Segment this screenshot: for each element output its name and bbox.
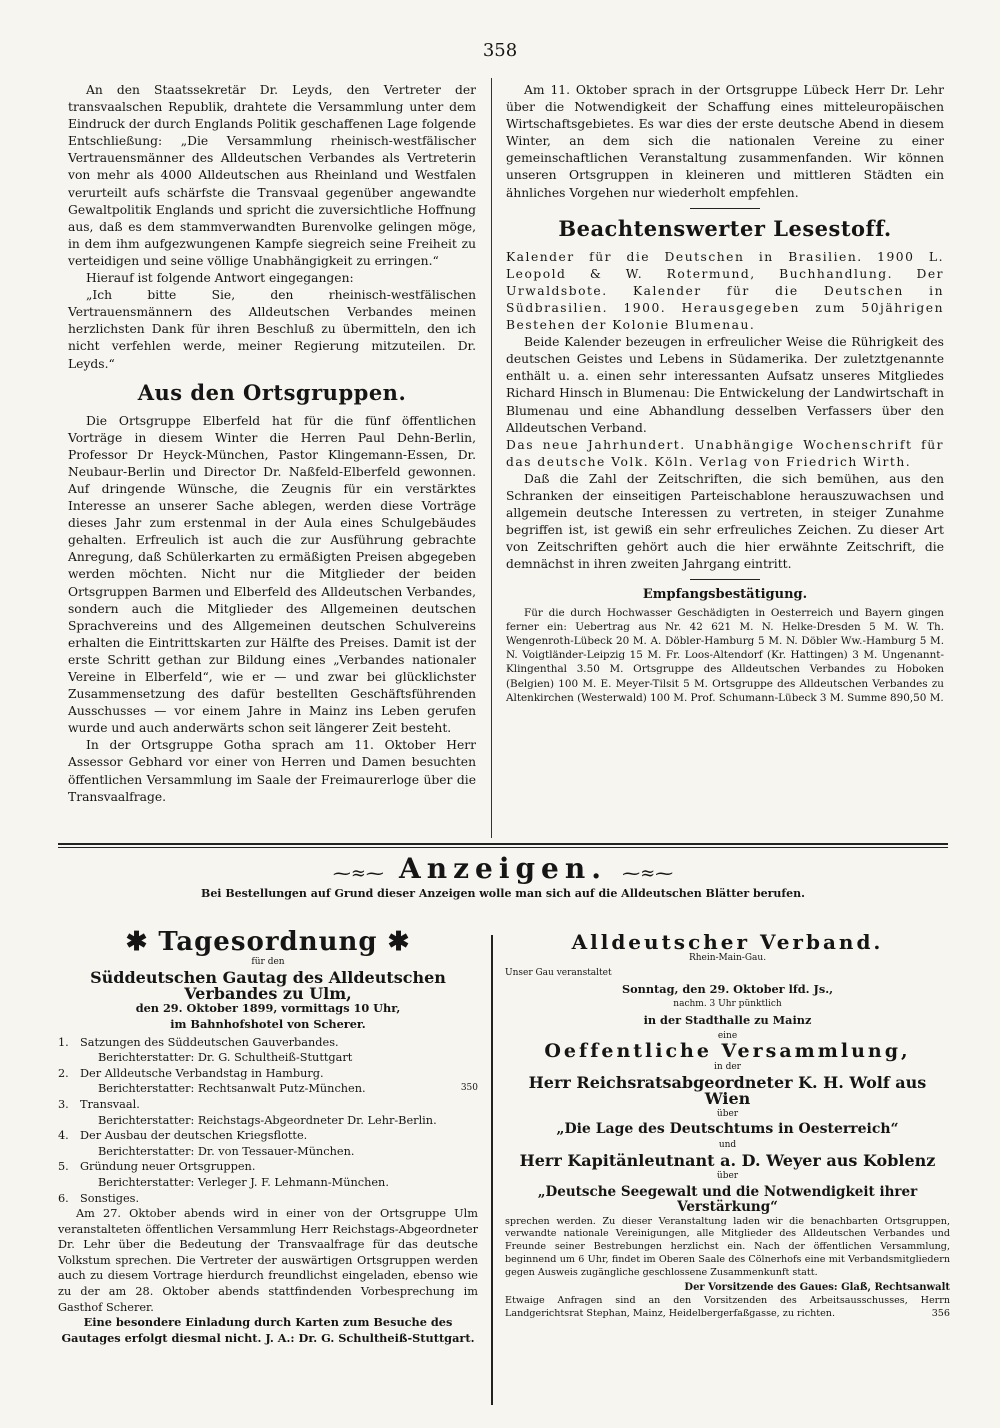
gau-name: Rhein-Main-Gau. <box>688 952 767 963</box>
donation-list: Für die durch Hochwasser Geschädigten in Oesterreich und Bayern gingen ferner ein: Uebertrag aus Nr. 42 621 M. N. Helke-Dresden 5 M. W. Th. Wengenroth-Lübeck 20 M. A. Döbler-Hamburg 5 M. N. Döbler Ww.-Hamburg 5 M. N. Voigtländer-Leipzig 15 M. Fr. Loos-Altendorf (Kr. Hattingen) 3 M. Ungenannt-Klingenthal 3.50 M. Ortsgruppe des Alldeutschen Verbandes zu Hoboken (Belgien) 100 M. E. Meyer-Tilsit 5 M. Ortsgruppe des Alldeutschen Verbandes zu Altenkirchen (Westerwald) 100 M. Prof. Schumann-Lübeck 3 M. Summe 890,50 M. <box>506 606 944 704</box>
ueber-2: über <box>716 1170 739 1181</box>
ulm-paragraph: Am 27. Oktober abends wird in einer von der Ortsgruppe Ulm veranstalteten öffentlichen Versammlung Herr Reichstags-Abgeordneter Dr. Lehr über die Bedeutung der Transvaalfrage für das deutsche Volkstum sprechen. Die Vertreter der auswärtigen Ortsgruppen werden auch zu diesem Vortrage hierdurch freundlichst eingeladen, ebenso wie zu der am 28. Oktober abends stattfindenden Vorbesprechung im Gasthof Scherer. <box>58 1207 478 1314</box>
agenda-reporter: Berichterstatter: Verleger J. F. Lehmann-München. <box>98 1175 389 1189</box>
gotha-paragraph: In der Ortsgruppe Gotha sprach am 11. Oktober Herr Assessor Gebhard vor einer von Herren und Damen besuchten öffentlichen Versammlung im Saale der Freimaurerloge über die Transvaalfrage. <box>68 738 476 804</box>
agenda-item: 2. Der Alldeutsche Verbandstag in Hamburg. <box>58 1066 324 1080</box>
agenda-list <box>58 1035 478 1207</box>
lesestoff-heading: Beachtenswerter Lesestoff. <box>558 215 892 241</box>
section-rule <box>58 843 948 845</box>
side-number: 356 <box>931 1308 950 1320</box>
star-icon: ✱ <box>377 927 411 957</box>
ads-title: Anzeigen. <box>399 852 607 885</box>
ads-column-divider <box>491 935 493 1405</box>
ads-header <box>58 852 948 900</box>
agenda-item: 5. Gründung neuer Ortsgruppen. <box>58 1160 256 1174</box>
side-number: 350 <box>460 1083 478 1094</box>
agenda-item: 1. Satzungen des Süddeutschen Gauverbandes. <box>58 1035 339 1049</box>
book-review-1: Beide Kalender bezeugen in erfreulicher Weise die Rührigkeit des deutschen Geistes und Lebens in Südamerika. Der zuletztgenannte enthält u. a. einen sehr interessanten Aufsatz unseres Mitgliedes Richard Hinsch in Blumenau: Die Entwickelung der Landwirtschaft in Blumenau und eine Abhandlung desselben Verfassers über den Alldeutschen Verband. <box>506 335 944 435</box>
event-place: in der Stadthalle zu Mainz <box>643 1012 812 1027</box>
tagesordnung-title: Tagesordnung <box>158 927 378 957</box>
agenda-item: 4. Der Ausbau der deutschen Kriegsflotte. <box>58 1129 308 1143</box>
mainz-paragraph: sprechen werden. Zu dieser Veranstaltung laden wir die benachbarten Ortsgruppen, verwandte nationale Vereinigungen, alle Mitglieder des Alldeutschen Verbandes und Freunde seiner Bestrebungen herzlichst ein. Nach der öffentlichen Versammlung, beginnend um 6 Uhr, findet im Oberen Saale des Cölnerhofs eine mit Verbandsmitgliedern gegen Ausweis zugängliche geschlossene Zusammenkunft statt. <box>505 1215 950 1278</box>
book-entry-1: Kalender für die Deutschen in Brasilien. 1900 L. Leopold & W. Rotermund, Buchhandlung. Der Urwaldsbote. Kalender für die Deutschen in Südbrasilien. 1900. Herausgegeben zum 50jährigen Bestehen der Kolonie Blumenau. <box>506 249 944 333</box>
book-review-2: Daß die Zahl der Zeitschriften, die sich bemühen, aus den Schranken der einseitigen Parteischablone herauszuwachsen und allgemein deutsche Interessen zu vertreten, in steiger Zunahme begriffen ist, ist gewiß ein sehr erfreuliches Zeichen. Zu dieser Art von Zeitschriften gehört auch die hier erwähnte Zeitschrift, die demnächst in ihren zweiten Jahrgang eintritt. <box>506 471 944 572</box>
empfang-heading: Empfangsbestätigung. <box>642 587 808 603</box>
separator <box>690 579 760 580</box>
mainz-footer: Etwaige Anfragen sind an den Vorsitzenden des Arbeitsausschusses, Herrn Landgerichtsrat Stephan, Mainz, Heidelbergerfaßgasse, zu richten. 356 <box>505 1295 950 1320</box>
fuer-den: für den <box>251 956 285 967</box>
column-divider <box>491 78 492 838</box>
gautag-date: den 29. Oktober 1899, vormittags 10 Uhr, <box>135 1001 401 1016</box>
event-time: nachm. 3 Uhr pünktlich <box>673 999 782 1010</box>
eine: eine <box>717 1030 738 1041</box>
page-number: 358 <box>482 40 518 61</box>
agenda-reporter: Berichterstatter: Dr. G. Schultheiß-Stuttgart <box>98 1051 353 1065</box>
topic-1: „Die Lage des Deutschtums in Oesterreich“ <box>556 1121 899 1138</box>
und: und <box>718 1139 737 1150</box>
separator <box>690 208 760 209</box>
agenda-reporter: Berichterstatter: Dr. von Tessauer-München. <box>98 1144 355 1158</box>
reply-intro: Hierauf ist folgende Antwort eingegangen: <box>86 271 354 286</box>
speaker-1: Herr Reichsratsabgeordneter K. H. Wolf aus Wien <box>528 1073 927 1108</box>
gautag-place: im Bahnhofshotel von Scherer. <box>170 1016 366 1031</box>
ad-tagesordnung <box>58 927 478 1346</box>
ueber-1: über <box>716 1108 739 1119</box>
ornament-icon: ⁓≈⁓ <box>332 863 384 884</box>
event-title: Oeffentliche Versammlung, <box>544 1040 911 1063</box>
leyds-paragraph: An den Staatssekretär Dr. Leyds, den Vertreter der transvaalschen Republik, drahtete die Versammlung unter dem Eindruck der durch Englands Politik geschaffenen Lage folgende Entschließung: „Die Versammlung rheinisch-westfälischer Vertrauensmänner des Alldeutschen Verbandes als Vertreterin von mehr als 4000 Alldeutschen aus Rheinland und Westfalen verurteilt aufs schärfste die Transvaal gegenüber angewandte Gewaltpolitik Englands und spricht die zuversichtliche Hoffnung aus, daß es dem stammverwandten Burenvolke gelingen möge, in dem ihm aufgezwungenen Kampfe siegreich seine Freiheit zu verteidigen und seine völlige Unabhängigkeit zu erringen.“ <box>68 83 476 268</box>
elberfeld-paragraph: Die Ortsgruppe Elberfeld hat für die fünf öffentlichen Vorträge in diesem Winter die Herren Paul Dehn-Berlin, Professor Dr Heyck-München, Pastor Klingemann-Essen, Dr. Neubaur-Berlin und Director Dr. Naßfeld-Elberfeld gewonnen. Auf dringende Wünsche, die Zeugnis für ein verstärktes Interesse an unserer Sache ablegen, werden diese Vorträge dieses Jahr zum erstenmal in der Aula eines Schulgebäudes gehalten. Erfreulich ist auch die zur Ausführung gebrachte Anregung, daß Schülerkarten zu ermäßigten Preisen abgegeben werden möchten. Nicht nur die Mitglieder der beiden Ortsgruppen Barmen und Elberfeld des Alldeutschen Verbandes, sondern auch die Mitglieder des Allgemeinen deutschen Sprachvereins und des Allgemeinen deutschen Schulvereins erhalten die Eintrittskarten zur Hälfte des Preises. Damit ist der erste Schritt gethan zur Bildung eines „Verbandes nationaler Vereine in Elberfeld“, wie er — und zwar bei glücklichster Zusammensetzung des dafür bestellten Geschäftsführenden Ausschusses — vor einem Jahre in Mainz ins Leben gerufen wurde und auch anderwärts schon seit längerer Zeit besteht. <box>68 413 476 736</box>
event-date: Sonntag, den 29. Oktober lfd. Js., <box>621 981 834 996</box>
agenda-reporter: Berichterstatter: Reichstags-Abgeordneter Dr. Lehr-Berlin. <box>98 1113 437 1127</box>
intro-line: Unser Gau veranstaltet <box>505 968 612 979</box>
star-icon: ✱ <box>125 927 159 957</box>
right-column <box>506 82 944 705</box>
left-column <box>68 82 476 806</box>
in-der: in der <box>714 1061 741 1072</box>
luebeck-paragraph: Am 11. Oktober sprach in der Ortsgruppe Lübeck Herr Dr. Lehr über die Notwendigkeit der Schaffung eines mitteleuropäischen Wirtschaftsgebietes. Es war dies der erste deutsche Abend in diesem Winter, an dem sich die nationalen Vereine zu einer gemeinschaftlichen Veranstaltung zusammenfanden. Wir können unseren Ortsgruppen in kleineren und mittleren Städten ein ähnliches Vorgehen nur wiederholt empfehlen. <box>506 83 944 200</box>
ornament-icon: ⁓≈⁓ <box>622 863 674 884</box>
book-entry-2: Das neue Jahrhundert. Unabhängige Wochenschrift für das deutsche Volk. Köln. Verlag von Friedrich Wirth. <box>506 437 944 469</box>
leyds-reply: „Ich bitte Sie, den rheinisch-westfälischen Vertrauensmännern des Alldeutschen Verbandes meinen herzlichsten Dank für ihren Beschluß zu übermitteln, den ich nicht verfehlen werde, meiner Regierung mitzuteilen. Dr. Leyds.“ <box>68 288 476 371</box>
agenda-item: 3. Transvaal. <box>58 1097 140 1111</box>
agenda-reporter: Berichterstatter: Rechtsanwalt Putz-München. 350 <box>98 1082 478 1096</box>
ortsgruppen-heading: Aus den Ortsgruppen. <box>137 379 407 405</box>
topic-2: „Deutsche Seegewalt und die Notwendigkeit ihrer Verstärkung“ <box>537 1183 918 1216</box>
gautag-title: Süddeutschen Gautag des Alldeutschen Verbandes zu Ulm, <box>90 968 446 1003</box>
ads-subtitle: Bei Bestellungen auf Grund dieser Anzeigen wolle man sich auf die Alldeutschen Blätter berufen. <box>201 887 805 900</box>
ad-mainz <box>505 930 950 1321</box>
mainz-sign: Der Vorsitzende des Gaues: Glaß, Rechtsanwalt <box>684 1281 950 1293</box>
ulm-footer: Eine besondere Einladung durch Karten zum Besuche des Gautages erfolgt diesmal nicht. J. A.: Dr. G. Schultheiß-Stuttgart. <box>61 1315 475 1345</box>
org-title: Alldeutscher Verband. <box>571 930 884 954</box>
agenda-item: 6. Sonstiges. <box>58 1191 140 1205</box>
speaker-2: Herr Kapitänleutnant a. D. Weyer aus Koblenz <box>519 1151 936 1171</box>
section-rule <box>58 847 948 848</box>
